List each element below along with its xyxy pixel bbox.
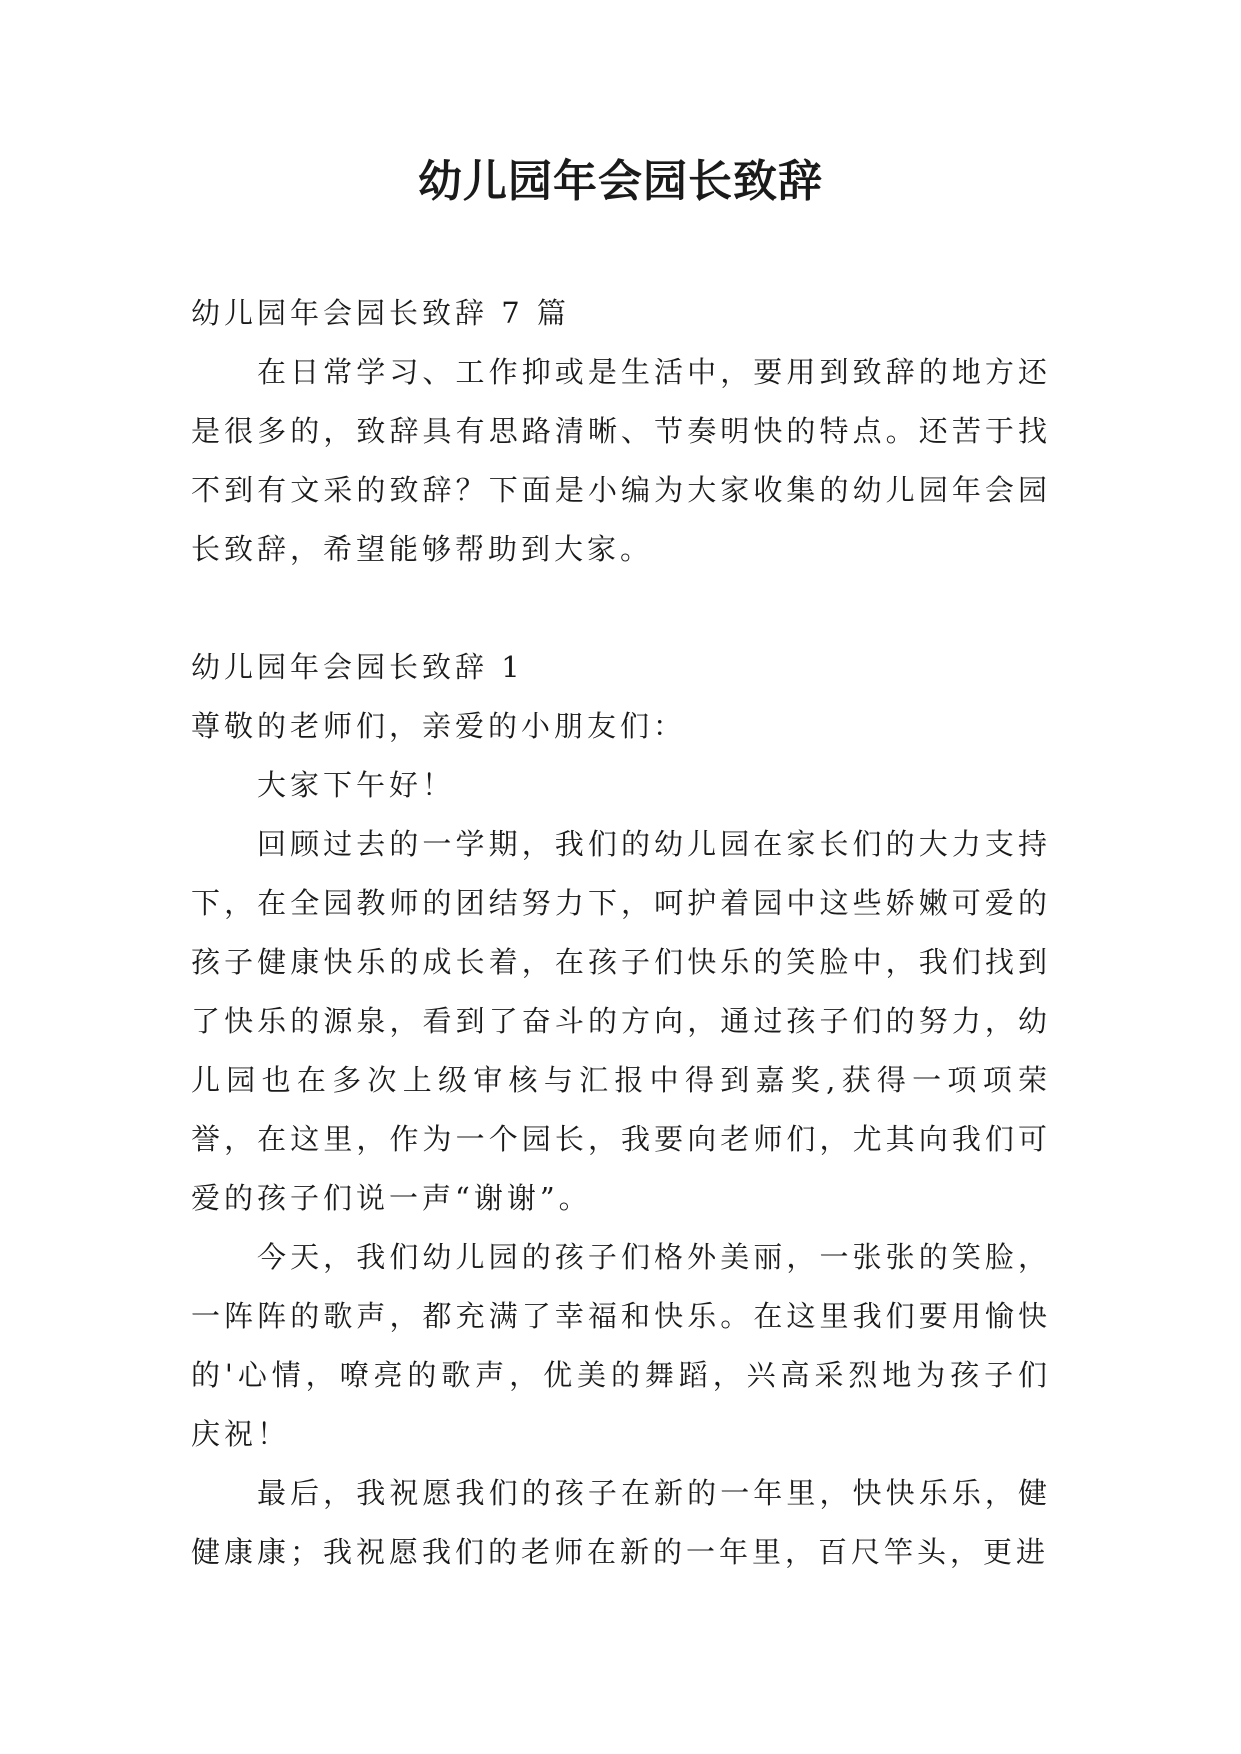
intro-paragraph: 在日常学习、工作抑或是生活中，要用到致辞的地方还是很多的，致辞具有思路清晰、节奏明快的特点。还苦于找不到有文采的致辞？下面是小编为大家收集的幼儿园年会园长致辞，希望能够帮助到大家。 [191,355,1051,566]
salutation: 尊敬的老师们，亲爱的小朋友们： [191,709,687,743]
document-subtitle: 幼儿园年会园长致辞 7 篇 [191,296,570,330]
body-paragraph-1: 回顾过去的一学期，我们的幼儿园在家长们的大力支持下，在全园教师的团结努力下，呵护着园中这些娇嫩可爱的孩子健康快乐的成长着，在孩子们快乐的笑脸中，我们找到了快乐的源泉，看到了奋斗的方向，通过孩子们的努力，幼儿园也在多次上级审核与汇报中得到嘉奖,获得一项项荣誉，在这里，作为一个园长，我要向老师们，尤其向我们可爱的孩子们说一声“谢谢”。 [191,827,1051,1215]
greeting: 大家下午好！ [257,768,456,802]
section-gap [191,579,1051,638]
section-heading: 幼儿园年会园长致辞 1 [191,650,524,684]
body-paragraph-2: 今天，我们幼儿园的孩子们格外美丽，一张张的笑脸，一阵阵的歌声，都充满了幸福和快乐。在这里我们要用愉快的'心情，嘹亮的歌声，优美的舞蹈，兴高采烈地为孩子们庆祝！ [191,1240,1051,1451]
document-body [191,284,1051,1582]
document-title: 幼儿园年会园长致辞 [418,156,823,207]
body-paragraph-3: 最后，我祝愿我们的孩子在新的一年里，快快乐乐，健健康康；我祝愿我们的老师在新的一年里，百尺竿头，更进 [191,1476,1051,1569]
